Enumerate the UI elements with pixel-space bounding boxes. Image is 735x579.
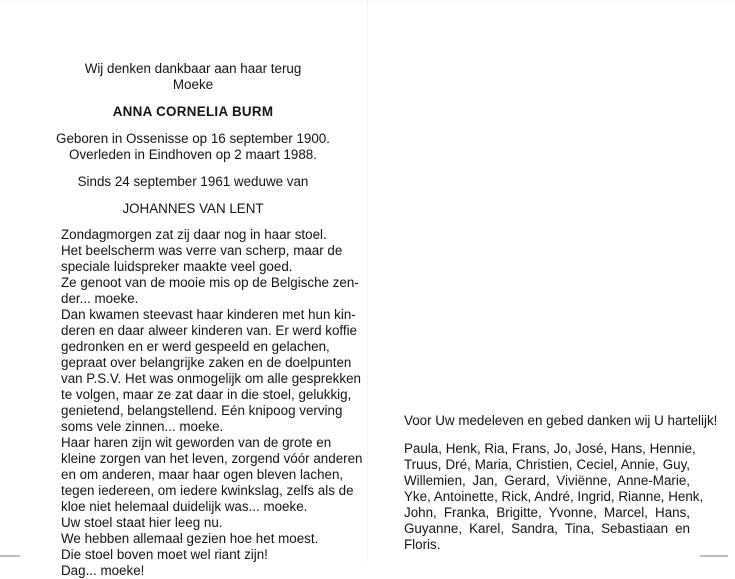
widow-line: Sinds 24 september 1961 weduwe van — [77, 174, 309, 189]
family-names — [404, 441, 704, 553]
family-names-line: John, Franka, Brigitte, Yvonne, Marcel, Hans, — [404, 505, 690, 520]
memorial-text-line: Die stoel boven moet wel riant zijn! — [61, 547, 268, 562]
crop-mark-right — [700, 555, 728, 557]
memorial-text-line: der... moeke. — [61, 291, 139, 306]
death-line: Overleden in Eindhoven op 2 maart 1988. — [69, 147, 317, 162]
memorial-text — [61, 227, 363, 579]
memorial-text-line: Ze genoot van de mooie mis op de Belgische zen- — [61, 275, 359, 290]
memorial-text-line: gepraat over belangrijke zaken en de doelpunten — [61, 355, 352, 370]
memorial-text-line: van P.S.V. Het was onmogelijk om alle gesprekken — [61, 371, 361, 386]
deceased-name: ANNA CORNELIA BURM — [112, 104, 274, 119]
family-names-line: Truus, Dré, Maria, Christien, Ceciel, Annie, Guy, — [404, 457, 690, 472]
memorial-text-line: soms vele zinnen... moeke. — [61, 419, 224, 434]
memorial-text-line: kloe niet helemaal duidelijk was... moeke. — [61, 499, 308, 514]
husband-name: JOHANNES VAN LENT — [122, 201, 264, 216]
birth-line: Geboren in Ossenisse op 16 september 1900. — [56, 131, 330, 146]
crop-mark-left — [0, 555, 20, 557]
memorial-text-line: te volgen, maar ze zat daar in die stoel, gelukkig, — [61, 387, 352, 402]
family-names-line: Paula, Henk, Ria, Frans, Jo, José, Hans, Hennie, — [404, 441, 696, 456]
family-names-line: Floris. — [404, 537, 441, 552]
memorial-text-line: We hebben allemaal gezien hoe het moest. — [61, 531, 319, 546]
moeke-line: Moeke — [172, 77, 214, 92]
memorial-text-line: Uw stoel staat hier leeg nu. — [61, 515, 223, 530]
family-names-line: Guyanne, Karel, Sandra, Tina, Sebastiaan en — [404, 521, 690, 536]
memorial-text-line: kleine zorgen van het leven, zorgend vóór anderen — [61, 451, 363, 466]
memorial-text-line: Het beelscherm was verre van scherp, maar de — [61, 243, 343, 258]
memorial-text-line: genietend, belangstellend. Eén knipoog verving — [61, 403, 343, 418]
card-fold-line — [367, 0, 368, 562]
remembrance-line: Wij denken dankbaar aan haar terug — [84, 61, 302, 76]
memorial-text-line: deren en daar alweer kinderen van. Er werd koffie — [61, 323, 358, 338]
memorial-text-line: Dan kwamen steevast haar kinderen met hun kin- — [61, 307, 356, 322]
memorial-text-line: Zondagmorgen zat zij daar nog in haar stoel. — [61, 227, 327, 242]
memorial-text-line: Dag... moeke! — [61, 563, 145, 578]
family-names-line: Yke, Antoinette, Rick, André, Ingrid, Rianne, Henk, — [404, 489, 704, 504]
memorial-text-line: tegen iedereen, om iedere kwinkslag, zelfs als de — [61, 483, 354, 498]
thanks-line: Voor Uw medeleven en gebed danken wij U hartelijk! — [404, 413, 718, 428]
memorial-text-line: en om anderen, maar haar ogen bleven lachen, — [61, 467, 344, 482]
memorial-text-line: Haar haren zijn wit geworden van de grote en — [61, 435, 332, 450]
family-names-line: Willemien, Jan, Gerard, Viviënne, Anne-Marie, — [404, 473, 690, 488]
memorial-text-line: speciale luidspreker maakte veel goed. — [61, 259, 293, 274]
memorial-text-line: gedronken en er werd gespeeld en gelachen, — [61, 339, 330, 354]
